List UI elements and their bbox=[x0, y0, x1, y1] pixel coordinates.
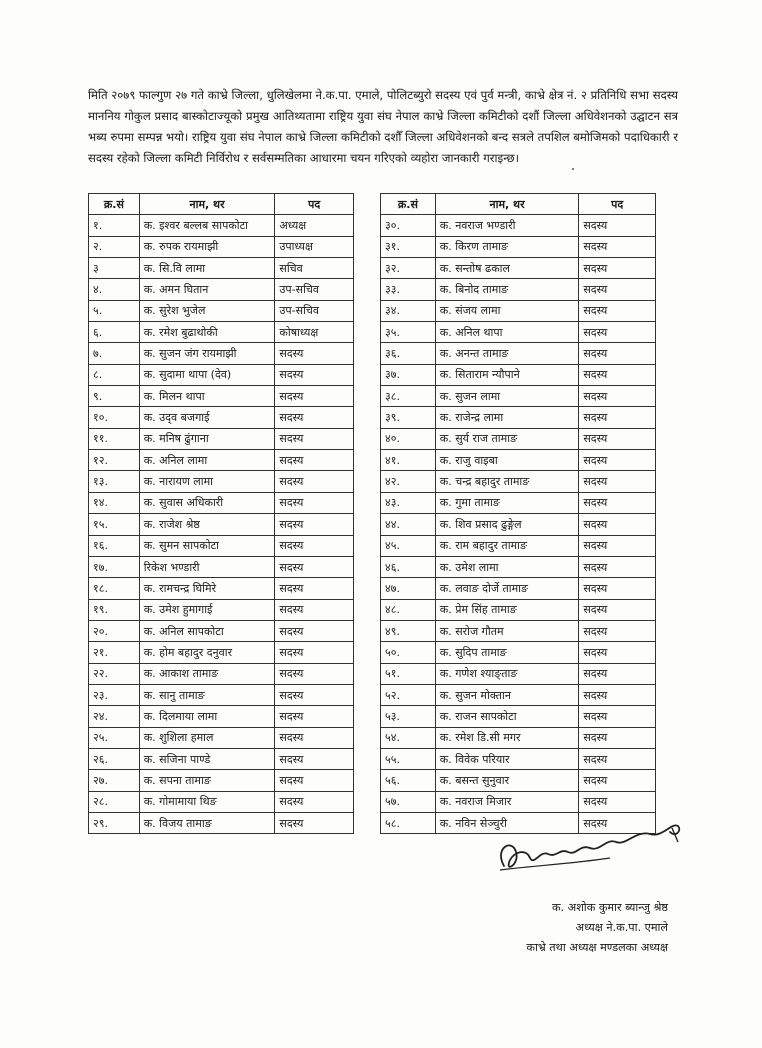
cell-serial: २९. bbox=[89, 812, 140, 833]
cell-serial: ५६. bbox=[381, 770, 436, 791]
table-row bbox=[381, 407, 656, 428]
cell-name: क. सरोज गौतम bbox=[435, 620, 579, 641]
table-row bbox=[381, 642, 656, 663]
cell-name: क. राजेश श्रेष्ठ bbox=[139, 514, 275, 535]
cell-position: सदस्य bbox=[579, 663, 656, 684]
cell-serial: ५४. bbox=[381, 727, 436, 748]
cell-serial: ४. bbox=[89, 279, 140, 300]
cell-position: सदस्य bbox=[275, 514, 354, 535]
table-row bbox=[381, 706, 656, 727]
cell-position: सदस्य bbox=[579, 791, 656, 812]
cell-serial: ५७. bbox=[381, 791, 436, 812]
header-serial: क्र.सं bbox=[381, 194, 436, 215]
table-row bbox=[89, 300, 354, 321]
cell-name: क. अनिल लामा bbox=[139, 450, 275, 471]
cell-name: क. गुमा तामाङ bbox=[435, 492, 579, 513]
cell-name: क. उमेश लामा bbox=[435, 556, 579, 577]
cell-position: सदस्य bbox=[579, 620, 656, 641]
cell-position: सदस्य bbox=[579, 578, 656, 599]
cell-name: क. गोमामाया थिङ bbox=[139, 791, 275, 812]
cell-position: सदस्य bbox=[275, 727, 354, 748]
table-row bbox=[89, 706, 354, 727]
cell-position: सदस्य bbox=[275, 535, 354, 556]
cell-name: क. मिलन थापा bbox=[139, 386, 275, 407]
cell-position: सदस्य bbox=[579, 492, 656, 513]
cell-position: सदस्य bbox=[275, 642, 354, 663]
cell-serial: ६. bbox=[89, 322, 140, 343]
cell-serial: १०. bbox=[89, 407, 140, 428]
cell-serial: १५. bbox=[89, 514, 140, 535]
cell-name: क. शिव प्रसाद ढुङ्गेल bbox=[435, 514, 579, 535]
cell-name: क. सुमन सापकोटा bbox=[139, 535, 275, 556]
cell-position: सदस्य bbox=[579, 727, 656, 748]
cell-name: क. राजु वाइबा bbox=[435, 450, 579, 471]
cell-name: क. किरण तामाङ bbox=[435, 236, 579, 257]
signatory-title: अध्यक्ष ने.क.पा. एमाले bbox=[575, 921, 668, 934]
cell-serial: ५५. bbox=[381, 748, 436, 769]
header-serial: क्र.सं bbox=[89, 194, 140, 215]
cell-position: सदस्य bbox=[579, 428, 656, 449]
cell-position: सदस्य bbox=[275, 386, 354, 407]
cell-name: क. उद्‍व बजगाई bbox=[139, 407, 275, 428]
table-row bbox=[381, 663, 656, 684]
table-row bbox=[89, 428, 354, 449]
cell-name: क. राम बहादुर तामाङ bbox=[435, 535, 579, 556]
cell-position: उप-सचिव bbox=[275, 300, 354, 321]
cell-name: क. सुरेश भुजेल bbox=[139, 300, 275, 321]
cell-position: सदस्य bbox=[275, 684, 354, 705]
table-row bbox=[89, 236, 354, 257]
cell-position: सदस्य bbox=[579, 386, 656, 407]
signatory-body: काभ्रे तथा अध्यक्ष मण्डलका अध्यक्ष bbox=[526, 941, 668, 954]
cell-name: क. राजन सापकोटा bbox=[435, 706, 579, 727]
cell-position: सदस्य bbox=[275, 620, 354, 641]
cell-serial: २८. bbox=[89, 791, 140, 812]
cell-name: क. अनिल थापा bbox=[435, 322, 579, 343]
cell-serial: १२. bbox=[89, 450, 140, 471]
cell-position: सदस्य bbox=[579, 599, 656, 620]
cell-name: क. सपना तामाङ bbox=[139, 770, 275, 791]
table-row bbox=[381, 279, 656, 300]
cell-position: सदस्य bbox=[275, 791, 354, 812]
table-row bbox=[89, 663, 354, 684]
table-row bbox=[89, 770, 354, 791]
cell-name: क. रुपक रायमाझी bbox=[139, 236, 275, 257]
cell-position: सदस्य bbox=[275, 748, 354, 769]
cell-name: क. सजिना पाण्डे bbox=[139, 748, 275, 769]
table-row bbox=[89, 386, 354, 407]
table-row bbox=[381, 684, 656, 705]
cell-serial: २०. bbox=[89, 620, 140, 641]
header-position: पद bbox=[275, 194, 354, 215]
table-row bbox=[89, 642, 354, 663]
cell-serial: ३८. bbox=[381, 386, 436, 407]
cell-name: क. चन्द्र बहादुर तामाङ bbox=[435, 471, 579, 492]
cell-position: सदस्य bbox=[579, 556, 656, 577]
cell-name: क. इश्वर बल्लब सापकोटा bbox=[139, 215, 275, 236]
cell-position: सदस्य bbox=[275, 599, 354, 620]
cell-name: क. उमेश हुमागाई bbox=[139, 599, 275, 620]
table-row bbox=[89, 535, 354, 556]
cell-serial: ४६. bbox=[381, 556, 436, 577]
table-row bbox=[89, 727, 354, 748]
cell-serial: ३३. bbox=[381, 279, 436, 300]
signatory-name: क. अशोक कुमार ब्यान्जु श्रेष्ठ bbox=[551, 901, 668, 914]
cell-serial: २४. bbox=[89, 706, 140, 727]
cell-name: क. विवेक परियार bbox=[435, 748, 579, 769]
table-row bbox=[381, 620, 656, 641]
cell-name: क. सिताराम न्यौपाने bbox=[435, 364, 579, 385]
table-row bbox=[89, 343, 354, 364]
table-row bbox=[89, 407, 354, 428]
table-row bbox=[89, 471, 354, 492]
cell-serial: ३५. bbox=[381, 322, 436, 343]
table-row bbox=[89, 322, 354, 343]
cell-position: सदस्य bbox=[275, 428, 354, 449]
cell-name: क. नवराज भण्डारी bbox=[435, 215, 579, 236]
cell-position: सदस्य bbox=[579, 706, 656, 727]
cell-serial: ३९. bbox=[381, 407, 436, 428]
cell-serial: १८. bbox=[89, 578, 140, 599]
cell-position: सदस्य bbox=[579, 684, 656, 705]
cell-serial: ५२. bbox=[381, 684, 436, 705]
cell-serial: १. bbox=[89, 215, 140, 236]
cell-serial: १६. bbox=[89, 535, 140, 556]
cell-position: सदस्य bbox=[579, 535, 656, 556]
committee-table-left bbox=[88, 193, 354, 834]
cell-position: सदस्य bbox=[275, 663, 354, 684]
table-row bbox=[381, 535, 656, 556]
cell-name: क. नवराज मिजार bbox=[435, 791, 579, 812]
cell-name: क. सुवास अधिकारी bbox=[139, 492, 275, 513]
cell-name: क. सुजन जंग रायमाझी bbox=[139, 343, 275, 364]
cell-position: सदस्य bbox=[579, 215, 656, 236]
cell-serial: ५१. bbox=[381, 663, 436, 684]
table-row bbox=[381, 386, 656, 407]
cell-serial: ७. bbox=[89, 343, 140, 364]
cell-position: सदस्य bbox=[579, 812, 656, 833]
cell-position: सदस्य bbox=[275, 343, 354, 364]
table-row bbox=[381, 770, 656, 791]
cell-position: सदस्य bbox=[579, 748, 656, 769]
cell-position: सदस्य bbox=[275, 770, 354, 791]
table-row bbox=[381, 300, 656, 321]
table-row bbox=[381, 599, 656, 620]
cell-name: क. राजेन्द्र लामा bbox=[435, 407, 579, 428]
cell-serial: ११. bbox=[89, 428, 140, 449]
cell-name: क. संजय लामा bbox=[435, 300, 579, 321]
cell-serial: २. bbox=[89, 236, 140, 257]
header-name: नाम, थर bbox=[139, 194, 275, 215]
cell-serial: ५८. bbox=[381, 812, 436, 833]
cell-position: उप-सचिव bbox=[275, 279, 354, 300]
cell-serial: ३६. bbox=[381, 343, 436, 364]
table-row bbox=[89, 556, 354, 577]
cell-name: क. अनिल सापकोटा bbox=[139, 620, 275, 641]
table-row bbox=[89, 578, 354, 599]
cell-name: क. सुर्य राज तामाङ bbox=[435, 428, 579, 449]
table-row bbox=[381, 727, 656, 748]
cell-name: क. सुदामा थापा (देव) bbox=[139, 364, 275, 385]
cell-serial: २१. bbox=[89, 642, 140, 663]
table-row bbox=[381, 343, 656, 364]
cell-name: क. प्रेम सिंह तामाङ bbox=[435, 599, 579, 620]
cell-position: सदस्य bbox=[275, 492, 354, 513]
table-row bbox=[381, 556, 656, 577]
cell-name: क. विजय तामाङ bbox=[139, 812, 275, 833]
cell-serial: ३ bbox=[89, 258, 140, 279]
intro-paragraph: मिति २०७९ फाल्गुण २७ गते काभ्रे जिल्ला, धुलिखेलमा ने.क.पा. एमाले, पोलिटब्युरो सदस्य एवं पुर्व मन्त्री, काभ्रे क्षेत्र नं. २ प्रतिनिधि सभा सदस्य माननिय गोकुल प्रसाद बास्कोटाज्यूको प्रमुख आतिथ्यतामा राष्ट्रिय युवा संघ नेपाल काभ्रे जिल्ला कमिटीको दशौं जिल्ला अधिवेशनको उद्घाटन सत्र भब्य रुपमा सम्पन्न भयो। राष्ट्रिय युवा संघ नेपाल काभ्रे जिल्ला कमिटीको दशौँ जिल्ला अधिवेशनको बन्द सत्रले तपशिल बमोजिमको पदाधिकारी र सदस्य रहेको जिल्ला कमिटी निर्विरोध र सर्वसम्मतिका आधारमा चयन गरिएको व्यहोरा जानकारी गराइन्छ। bbox=[88, 87, 678, 165]
table-header-row bbox=[89, 194, 354, 215]
cell-name: रिकेश भण्डारी bbox=[139, 556, 275, 577]
cell-name: क. बसन्त सुनुवार bbox=[435, 770, 579, 791]
cell-serial: ३४. bbox=[381, 300, 436, 321]
cell-name: क. रामचन्द्र घिमिरे bbox=[139, 578, 275, 599]
cell-serial: १४. bbox=[89, 492, 140, 513]
table-row bbox=[89, 812, 354, 833]
cell-serial: ९. bbox=[89, 386, 140, 407]
table-row bbox=[89, 215, 354, 236]
cell-serial: १७. bbox=[89, 556, 140, 577]
table-row bbox=[381, 322, 656, 343]
cell-serial: ४४. bbox=[381, 514, 436, 535]
table-row bbox=[381, 514, 656, 535]
cell-position: सदस्य bbox=[275, 706, 354, 727]
table-row bbox=[89, 279, 354, 300]
cell-position: सदस्य bbox=[579, 364, 656, 385]
cell-serial: ५. bbox=[89, 300, 140, 321]
table-row bbox=[89, 620, 354, 641]
cell-serial: ४०. bbox=[381, 428, 436, 449]
table-row bbox=[381, 471, 656, 492]
cell-name: क. सुजन लामा bbox=[435, 386, 579, 407]
cell-position: सदस्य bbox=[579, 407, 656, 428]
cell-position: अध्यक्ष bbox=[275, 215, 354, 236]
cell-position: सदस्य bbox=[579, 236, 656, 257]
cell-serial: ५०. bbox=[381, 642, 436, 663]
cell-position: सदस्य bbox=[275, 364, 354, 385]
cell-serial: ४५. bbox=[381, 535, 436, 556]
cell-name: क. बिनोद तामाङ bbox=[435, 279, 579, 300]
table-row bbox=[381, 364, 656, 385]
cell-position: सदस्य bbox=[275, 578, 354, 599]
table-row bbox=[381, 748, 656, 769]
scan-speck bbox=[572, 168, 574, 170]
cell-serial: ३१. bbox=[381, 236, 436, 257]
cell-position: सचिव bbox=[275, 258, 354, 279]
table-row bbox=[381, 258, 656, 279]
cell-serial: ४७. bbox=[381, 578, 436, 599]
table-row bbox=[381, 450, 656, 471]
signatory-block bbox=[478, 898, 668, 958]
table-row bbox=[89, 364, 354, 385]
cell-position: सदस्य bbox=[275, 812, 354, 833]
cell-position: कोषाध्यक्ष bbox=[275, 322, 354, 343]
table-row bbox=[381, 428, 656, 449]
handwritten-signature bbox=[490, 808, 690, 888]
cell-name: क. दिलमाया लामा bbox=[139, 706, 275, 727]
cell-serial: ४८. bbox=[381, 599, 436, 620]
cell-serial: १९. bbox=[89, 599, 140, 620]
table-row bbox=[381, 578, 656, 599]
cell-serial: ३०. bbox=[381, 215, 436, 236]
table-row bbox=[89, 492, 354, 513]
header-name: नाम, थर bbox=[435, 194, 579, 215]
cell-name: क. सानु तामाङ bbox=[139, 684, 275, 705]
cell-name: क. सुदिप तामाङ bbox=[435, 642, 579, 663]
cell-serial: २७. bbox=[89, 770, 140, 791]
cell-serial: ४९. bbox=[381, 620, 436, 641]
cell-position: सदस्य bbox=[579, 279, 656, 300]
cell-serial: ४१. bbox=[381, 450, 436, 471]
cell-serial: ५३. bbox=[381, 706, 436, 727]
table-row bbox=[381, 236, 656, 257]
cell-position: सदस्य bbox=[579, 343, 656, 364]
cell-position: सदस्य bbox=[275, 556, 354, 577]
cell-serial: १३. bbox=[89, 471, 140, 492]
cell-serial: ४३. bbox=[381, 492, 436, 513]
cell-position: सदस्य bbox=[275, 450, 354, 471]
cell-position: सदस्य bbox=[579, 300, 656, 321]
table-row bbox=[381, 492, 656, 513]
cell-position: सदस्य bbox=[579, 322, 656, 343]
cell-position: सदस्य bbox=[275, 407, 354, 428]
cell-name: क. नारायण लामा bbox=[139, 471, 275, 492]
cell-name: क. अमन घितान bbox=[139, 279, 275, 300]
cell-name: क. आकाश तामाङ bbox=[139, 663, 275, 684]
table-row bbox=[89, 450, 354, 471]
cell-position: उपाध्यक्ष bbox=[275, 236, 354, 257]
table-header-row bbox=[381, 194, 656, 215]
cell-serial: २३. bbox=[89, 684, 140, 705]
committee-table-right bbox=[380, 193, 656, 834]
table-row bbox=[381, 215, 656, 236]
cell-serial: २६. bbox=[89, 748, 140, 769]
cell-name: क. नविन सेञ्चुरी bbox=[435, 812, 579, 833]
cell-position: सदस्य bbox=[579, 450, 656, 471]
cell-position: सदस्य bbox=[275, 471, 354, 492]
cell-name: क. सि.वि लामा bbox=[139, 258, 275, 279]
cell-name: क. होम बहादुर दनुवार bbox=[139, 642, 275, 663]
table-row bbox=[89, 258, 354, 279]
cell-serial: २५. bbox=[89, 727, 140, 748]
cell-serial: ३७. bbox=[381, 364, 436, 385]
cell-name: क. रमेश बुढाथोकी bbox=[139, 322, 275, 343]
cell-name: क. अनन्त तामाङ bbox=[435, 343, 579, 364]
table-row bbox=[89, 514, 354, 535]
cell-serial: २२. bbox=[89, 663, 140, 684]
table-row bbox=[89, 748, 354, 769]
cell-serial: ८. bbox=[89, 364, 140, 385]
cell-name: क. सन्तोष ढकाल bbox=[435, 258, 579, 279]
cell-position: सदस्य bbox=[579, 471, 656, 492]
table-row bbox=[89, 684, 354, 705]
cell-position: सदस्य bbox=[579, 642, 656, 663]
cell-name: क. मनिष ढुंगाना bbox=[139, 428, 275, 449]
cell-name: क. गणेश श्याङ्ताङ bbox=[435, 663, 579, 684]
cell-name: क. लवाङ दोर्जे तामाङ bbox=[435, 578, 579, 599]
cell-name: क. सुजन मोक्तान bbox=[435, 684, 579, 705]
cell-serial: ४२. bbox=[381, 471, 436, 492]
cell-position: सदस्य bbox=[579, 770, 656, 791]
cell-name: क. रमेश डि.सी मगर bbox=[435, 727, 579, 748]
cell-position: सदस्य bbox=[579, 514, 656, 535]
table-row bbox=[89, 791, 354, 812]
cell-position: सदस्य bbox=[579, 258, 656, 279]
cell-serial: ३२. bbox=[381, 258, 436, 279]
table-row bbox=[89, 599, 354, 620]
header-position: पद bbox=[579, 194, 656, 215]
cell-name: क. शुशिला हमाल bbox=[139, 727, 275, 748]
